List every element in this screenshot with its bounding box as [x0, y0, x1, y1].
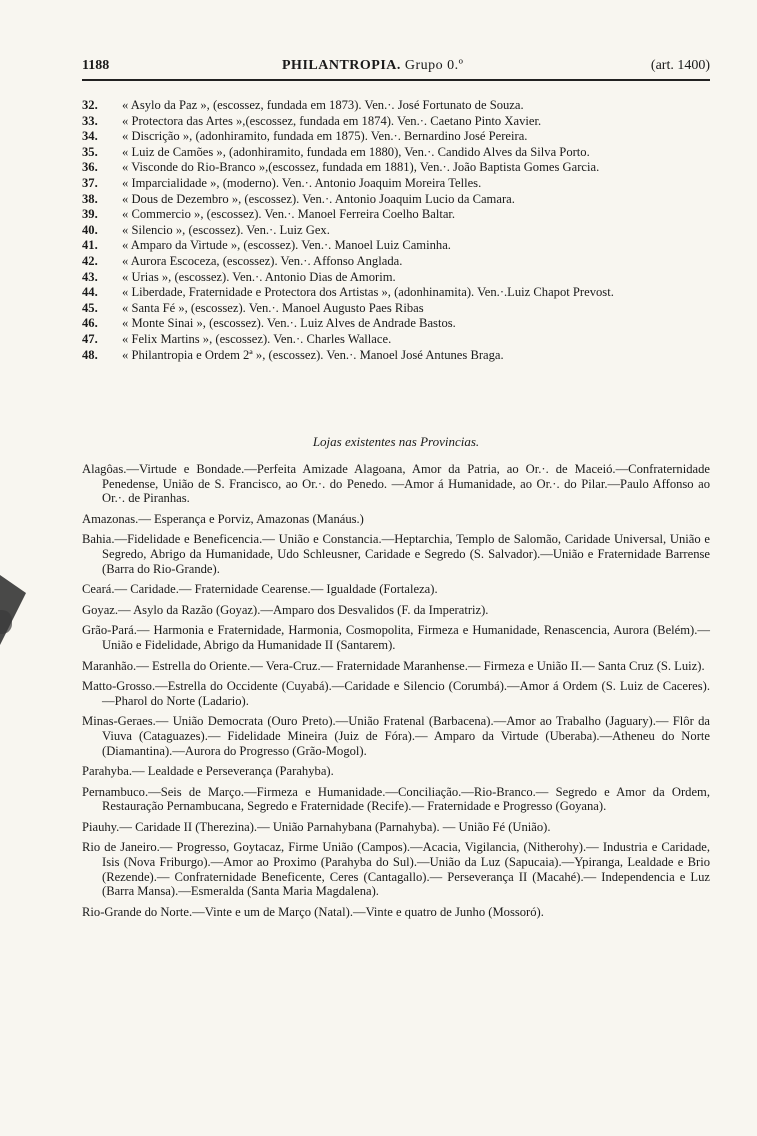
province-entry	[82, 623, 710, 652]
lodge-text: « Silencio », (escossez). Ven.·. Luiz Gex.	[122, 222, 330, 237]
lodge-text: « Discrição », (adonhiramito, fundada em 1875). Ven.·. Bernardino José Pereira.	[122, 129, 528, 144]
province-name: Matto-Grosso.	[82, 679, 156, 694]
lodge-item	[82, 129, 710, 144]
province-entry	[82, 905, 710, 920]
lodge-number: 37.	[82, 175, 98, 190]
title-text: PHILANTROPIA.	[282, 58, 401, 73]
lodge-number: 40.	[82, 222, 98, 237]
page-header	[82, 56, 710, 76]
lodge-item	[82, 285, 710, 300]
province-lodges: — Estrella do Oriente.— Vera-Cruz.— Fraternidade Maranhense.— Firmeza e União II.— Santa Cruz (S. Luiz).	[136, 658, 705, 673]
lodge-item	[82, 160, 710, 175]
header-rule	[82, 79, 710, 81]
province-name: Rio de Janeiro.	[82, 840, 160, 855]
lodge-number: 32.	[82, 98, 98, 112]
province-list	[82, 462, 710, 925]
lodge-text: « Imparcialidade », (moderno). Ven.·. Antonio Joaquim Moreira Telles.	[122, 175, 482, 190]
running-title	[282, 56, 464, 76]
lodge-item	[82, 254, 710, 269]
lodge-text: « Visconde do Rio-Branco »,(escossez, fundada em 1881), Ven.·. João Baptista Gomes Garcia.	[122, 160, 600, 175]
lodge-text: « Santa Fé », (escossez). Ven.·. Manoel Augusto Paes Ribas	[122, 300, 424, 315]
province-entry	[82, 659, 710, 674]
lodge-number: 42.	[82, 253, 98, 268]
province-entry	[82, 785, 710, 814]
lodge-number: 44.	[82, 285, 98, 300]
lodge-item	[82, 98, 710, 113]
province-entry	[82, 679, 710, 708]
province-name: Ceará.	[82, 582, 115, 597]
lodge-item	[82, 223, 710, 238]
lodge-text: « Felix Martins », (escossez). Ven.·. Charles Wallace.	[122, 331, 392, 346]
province-lodges: — Harmonia e Fraternidade, Harmonia, Cosmopolita, Firmeza e Humanidade, Renascencia, Aurora (Belém).— União e Fidelidade, Abrigo da Humanidade II (Santarem).	[102, 623, 710, 652]
article-ref: (art. 1400)	[650, 58, 710, 73]
lodge-number: 33.	[82, 113, 98, 128]
lodge-list	[82, 98, 710, 363]
province-entry	[82, 714, 710, 758]
lodge-text: « Luiz de Camões », (adonhiramito, fundada em 1880), Ven.·. Candido Alves da Silva Porto.	[122, 144, 590, 159]
lodge-text: « Philantropia e Ordem 2ª », (escossez). Ven.·. Manoel José Antunes Braga.	[122, 347, 504, 362]
province-lodges: — Caridade II (Therezina).— União Parnahybana (Parnahyba). — União Fé (União).	[119, 819, 551, 834]
lodge-text: « Monte Sinai », (escossez). Ven.·. Luiz Alves de Andrade Bastos.	[122, 316, 456, 331]
province-entry	[82, 462, 710, 506]
province-name: Piauhy.	[82, 819, 120, 834]
lodge-text: « Aurora Escoceza, (escossez). Ven.·. Affonso Anglada.	[122, 253, 403, 268]
lodge-number: 45.	[82, 300, 98, 315]
lodge-text: « Protectora das Artes »,(escossez, fundada em 1874). Ven.·. Caetano Pinto Xavier.	[122, 113, 542, 128]
lodge-item	[82, 207, 710, 222]
province-name: Rio-Grande do Norte.	[82, 904, 193, 919]
lodge-item	[82, 192, 710, 207]
province-name: Minas-Geraes.	[82, 714, 156, 729]
province-entry	[82, 820, 710, 835]
province-entry	[82, 512, 710, 527]
province-entry	[82, 840, 710, 898]
province-entry	[82, 532, 710, 576]
lodge-text: « Commercio », (escossez). Ven.·. Manoel Ferreira Coelho Baltar.	[122, 207, 456, 222]
lodge-item	[82, 176, 710, 191]
section-title: Lojas existentes nas Provincias.	[312, 434, 480, 449]
lodge-number: 43.	[82, 269, 98, 284]
lodge-number: 35.	[82, 144, 98, 159]
province-lodges: — União Democrata (Ouro Preto).—União Fratenal (Barbacena).—Amor ao Trabalho (Jaguary).— Flôr da Viuva (Cataguazes).— Fidelidade Mineira (Juiz de Fóra).— Amparo da Virtude (Uberaba).—Atheneu do Norte (Diamantina).—Aurora do Progresso (Grão-Mogol).	[102, 714, 710, 758]
province-lodges: —Vinte e um de Março (Natal).—Vinte e quatro de Junho (Mossoró).	[192, 904, 544, 919]
province-name: Pernambuco.	[82, 784, 149, 799]
province-name: Bahia.	[82, 532, 115, 547]
lodge-item	[82, 238, 710, 253]
lodge-number: 34.	[82, 129, 98, 144]
province-lodges: — Caridade.— Fraternidade Cearense.— Igualdade (Fortaleza).	[114, 582, 438, 597]
province-name: Maranhão.	[82, 658, 137, 673]
province-name: Grão-Pará.	[82, 623, 137, 638]
lodge-number: 47.	[82, 331, 98, 346]
province-entry	[82, 603, 710, 618]
group-label: Grupo 0.º	[404, 58, 464, 73]
lodge-item	[82, 332, 710, 347]
lodge-item	[82, 114, 710, 129]
province-lodges: —Seis de Março.—Firmeza e Humanidade.—Conciliação.—Rio-Branco.— Segredo e Amor da Ordem, Restauração Pernambucana, Segredo e Fraternidade (Recife).— Fraternidade e Progresso (Goyana).	[102, 784, 710, 814]
province-lodges: —Virtude e Bondade.—Perfeita Amizade Alagoana, Amor da Patria, ao Or.·. de Maceió.—Confraternidade Penedense, União de S. Francisco, ao Or.·. do Penedo. —Amor á Humanidade, ao Or.·. do Pilar.—Paulo Affonso ao Or.·. de Piranhas.	[102, 462, 710, 506]
lodge-text: « Amparo da Virtude », (escossez). Ven.·. Manoel Luiz Caminha.	[122, 238, 451, 253]
province-name: Goyaz.	[82, 602, 119, 617]
province-lodges: — Esperança e Porviz, Amazonas (Manáus.)	[138, 511, 364, 526]
lodge-number: 39.	[82, 207, 98, 222]
lodge-number: 48.	[82, 347, 98, 362]
province-name: Parahyba.	[82, 764, 133, 779]
province-lodges: —Fidelidade e Beneficencia.— União e Constancia.—Heptarchia, Templo de Salomão, Caridade Universal, União e Segredo, Abrigo da Humanidade, Udo Schleusner, Caridade e Segredo (S. Salvador).—União e Fraternidade Barrense (Barra do Rio-Grande).	[102, 532, 710, 576]
lodge-number: 38.	[82, 191, 98, 206]
lodge-number: 46.	[82, 316, 98, 331]
province-name: Amazonas.	[82, 511, 139, 526]
lodge-number: 41.	[82, 238, 98, 253]
lodge-text: « Asylo da Paz », (escossez, fundada em 1873). Ven.·. José Fortunato de Souza.	[122, 98, 524, 112]
lodge-item	[82, 145, 710, 160]
province-lodges: — Asylo da Razão (Goyaz).—Amparo dos Desvalidos (F. da Imperatriz).	[118, 602, 489, 617]
lodge-number: 36.	[82, 160, 98, 175]
lodge-text: « Urias », (escossez). Ven.·. Antonio Dias de Amorim.	[122, 269, 396, 284]
lodge-item	[82, 270, 710, 285]
province-entry	[82, 582, 710, 597]
lodge-text: « Liberdade, Fraternidade e Protectora dos Artistas », (adonhinamita). Ven.·.Luiz Chapot Prevost.	[122, 285, 614, 300]
lodge-text: « Dous de Dezembro », (escossez). Ven.·. Antonio Joaquim Lucio da Camara.	[122, 191, 515, 206]
province-lodges: — Progresso, Goytacaz, Firme União (Campos).—Acacia, Vigilancia, (Nitherohy).— Industria e Caridade, Isis (Nova Friburgo).—Amor ao Proximo (Parahyba do Sul).—União da Luz (Sapucaia).—Ypiranga, Lealdade e Brio (Rezende).— Confraternidade Beneficente, Ceres (Cantagallo).— Perseverança II (Macahé).— Independencia e Luz (Barra Mansa).—Esmeralda (Santa Maria Magdalena).	[102, 840, 710, 899]
lodge-item	[82, 348, 710, 363]
page-number: 1188	[82, 58, 110, 73]
lodge-item	[82, 301, 710, 316]
province-lodges: — Lealdade e Perseverança (Parahyba).	[132, 764, 334, 779]
province-lodges: —Estrella do Occidente (Cuyabá).—Caridade e Silencio (Corumbá).—Amor á Ordem (S. Luiz de Caceres).—Pharol do Norte (Ladario).	[102, 679, 710, 708]
province-name: Alagôas.	[82, 462, 127, 476]
province-entry	[82, 764, 710, 779]
lodge-item	[82, 316, 710, 331]
